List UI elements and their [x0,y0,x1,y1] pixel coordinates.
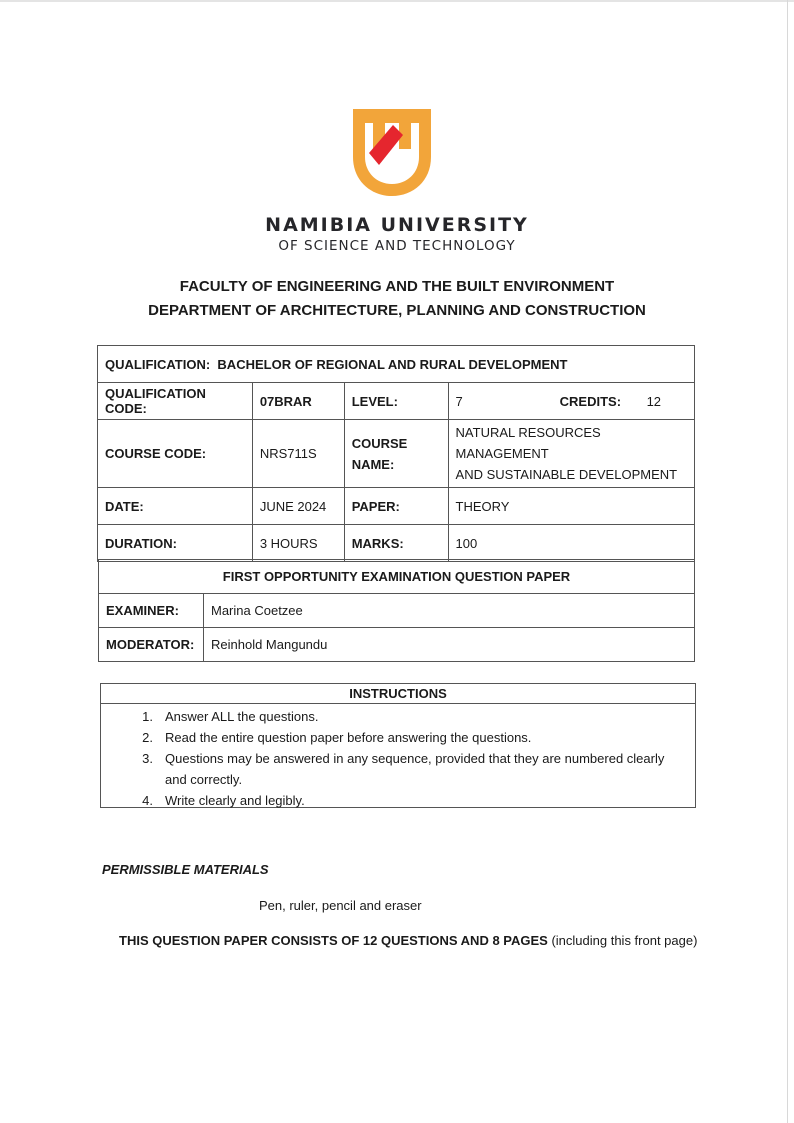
qual-code-label: QUALIFICATION CODE: [98,383,253,420]
course-name-value-line2: AND SUSTAINABLE DEVELOPMENT [455,467,678,482]
level-value: 7 [448,383,553,420]
instruction-item [101,790,695,811]
moderator-label: MODERATOR: [99,628,204,662]
instructions-title: INSTRUCTIONS [101,684,695,704]
university-logo [349,105,435,200]
credits-label: CREDITS: [553,383,640,420]
course-code-value: NRS711S [252,420,344,488]
course-row [98,420,695,488]
duration-row [98,525,695,562]
instruction-text: Write clearly and legibly. [165,793,305,808]
course-name-label [344,420,448,488]
instruction-number: 4. [142,793,153,808]
instruction-number: 1. [142,709,153,724]
instruction-text: Answer ALL the questions. [165,709,319,724]
duration-value: 3 HOURS [252,525,344,562]
permissible-materials-text: Pen, ruler, pencil and eraser [259,898,422,913]
page-count-note [119,933,697,948]
logo-right-bar [399,115,411,149]
date-row [98,488,695,525]
course-name-label-line2: NAME: [351,456,395,472]
qualification-value: BACHELOR OF REGIONAL AND RURAL DEVELOPMENT [217,356,568,372]
qualification-cell [98,346,695,383]
examiner-row [99,594,695,628]
qual-code-value: 07BRAR [252,383,344,420]
faculty-heading: FACULTY OF ENGINEERING AND THE BUILT ENVIRONMENT [179,278,615,295]
instruction-text: Questions may be answered in any sequence, provided that they are numbered clearly and correctly. [165,751,665,787]
department-heading: DEPARTMENT OF ARCHITECTURE, PLANNING AND CONSTRUCTION [148,302,646,319]
course-name-label-line1: COURSE [351,435,408,451]
paper-value: THEORY [448,488,694,525]
instructions-box [100,683,696,808]
exam-title: FIRST OPPORTUNITY EXAMINATION QUESTION PAPER [99,560,695,594]
paper-label: PAPER: [344,488,448,525]
moderator-value: Reinhold Mangundu [204,628,695,662]
scan-edge-right [787,0,788,1123]
marks-label: MARKS: [344,525,448,562]
instruction-item [101,727,695,748]
scan-edge-top [0,0,794,2]
instruction-item [101,748,695,790]
course-details-table [97,345,695,562]
qualification-code-row [98,383,695,420]
university-name: NAMIBIA UNIVERSITY [265,214,529,236]
page-count-normal: (including this front page) [547,933,698,948]
instruction-text: Read the entire question paper before answering the questions. [165,730,532,745]
duration-label: DURATION: [98,525,253,562]
course-name-value [448,420,694,488]
exam-title-row [99,560,695,594]
level-label: LEVEL: [344,383,448,420]
examiner-value: Marina Coetzee [204,594,695,628]
date-label: DATE: [98,488,253,525]
marks-value: 100 [448,525,694,562]
instruction-number: 2. [142,730,153,745]
qualification-label: QUALIFICATION: [105,356,211,372]
instruction-number: 3. [142,751,153,766]
page-count-bold: THIS QUESTION PAPER CONSISTS OF 12 QUESTIONS AND 8 PAGES [119,933,548,948]
course-code-label: COURSE CODE: [98,420,253,488]
examiner-table [98,559,695,662]
instruction-item [101,706,695,727]
qualification-row [98,346,695,383]
university-subtitle: OF SCIENCE AND TECHNOLOGY [278,238,516,254]
course-name-value-line1: NATURAL RESOURCES MANAGEMENT [455,425,601,461]
instructions-list [101,704,695,811]
date-value: JUNE 2024 [252,488,344,525]
moderator-row [99,628,695,662]
credits-value: 12 [640,383,695,420]
examiner-label: EXAMINER: [99,594,204,628]
permissible-materials-label: PERMISSIBLE MATERIALS [102,862,269,877]
